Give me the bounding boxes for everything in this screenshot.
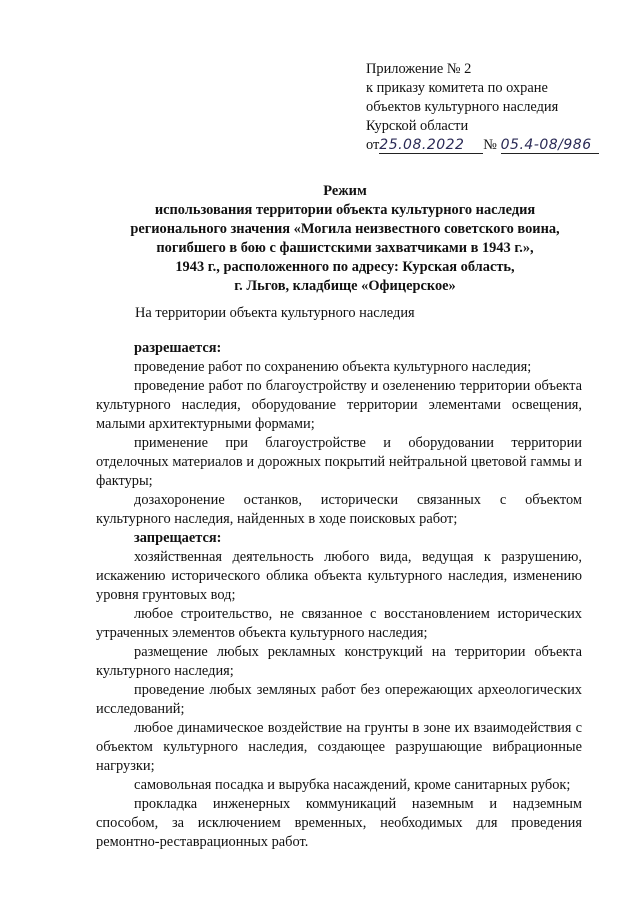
forbidden-item: любое динамическое воздействие на грунты в зоне их взаимодействия с объектом культурного наследия, создающее разрушающие вибрационные нагрузки; [96, 720, 582, 774]
appendix-block [366, 60, 616, 155]
intro-text: На территории объекта культурного наследия [135, 305, 415, 321]
allowed-item: дозахоронение останков, исторически связанных с объектом культурного наследия, найденных в ходе поисковых работ; [96, 492, 582, 527]
forbidden-item: самовольная посадка и вырубка насаждений, кроме санитарных рубок; [134, 777, 571, 793]
heading-line-2: регионального значения «Могила неизвестного советского воина, [130, 221, 560, 237]
forbidden-item: размещение любых рекламных конструкций на территории объекта культурного наследия; [96, 644, 582, 679]
appendix-order-line: к приказу комитета по охране [366, 80, 548, 96]
order-date: 25.08.2022 [379, 137, 483, 154]
forbidden-item: прокладка инженерных коммуникаций наземным и надземным способом, за исключением временных, необходимых для проведения ремонтно-реставрационных работ. [96, 796, 582, 850]
appendix-date-line [366, 136, 616, 155]
order-number: 05.4-08/986 [501, 137, 599, 154]
heading-line-5: г. Льгов, кладбище «Офицерское» [234, 278, 456, 294]
forbidden-item: любое строительство, не связанное с восстановлением исторических утраченных элементов объекта культурного наследия; [96, 606, 582, 641]
allowed-item: проведение работ по сохранению объекта культурного наследия; [134, 359, 532, 375]
appendix-number: Приложение № 2 [366, 61, 472, 77]
heading-line-1: использования территории объекта культурного наследия [154, 202, 536, 218]
appendix-region-line: Курской области [366, 118, 469, 134]
heading-line-3: погибшего в бою с фашистскими захватчиками в 1943 г.», [156, 240, 534, 256]
appendix-committee-line: объектов культурного наследия [366, 99, 559, 115]
date-prefix: от [366, 137, 380, 153]
document-heading [100, 182, 590, 296]
heading-line-4: 1943 г., расположенного по адресу: Курская область, [175, 259, 515, 275]
document-body [96, 339, 582, 852]
forbidden-item: проведение любых земляных работ без опережающих археологических исследований; [96, 682, 582, 717]
number-prefix: № [483, 137, 498, 153]
heading-title: Режим [323, 183, 367, 199]
allowed-item: применение при благоустройстве и оборудовании территории отделочных материалов и дорожных покрытий нейтральной цветовой гаммы и фактуры; [96, 435, 582, 489]
forbidden-item: хозяйственная деятельность любого вида, ведущая к разрушению, искажению исторического облика объекта культурного наследия, изменению уровня грунтовых вод; [96, 549, 582, 603]
allowed-label: разрешается: [134, 340, 222, 356]
allowed-item: проведение работ по благоустройству и озеленению территории объекта культурного наследия, оборудование территории элементами освещения, малыми архитектурными формами; [96, 378, 582, 432]
forbidden-label: запрещается: [134, 530, 222, 546]
